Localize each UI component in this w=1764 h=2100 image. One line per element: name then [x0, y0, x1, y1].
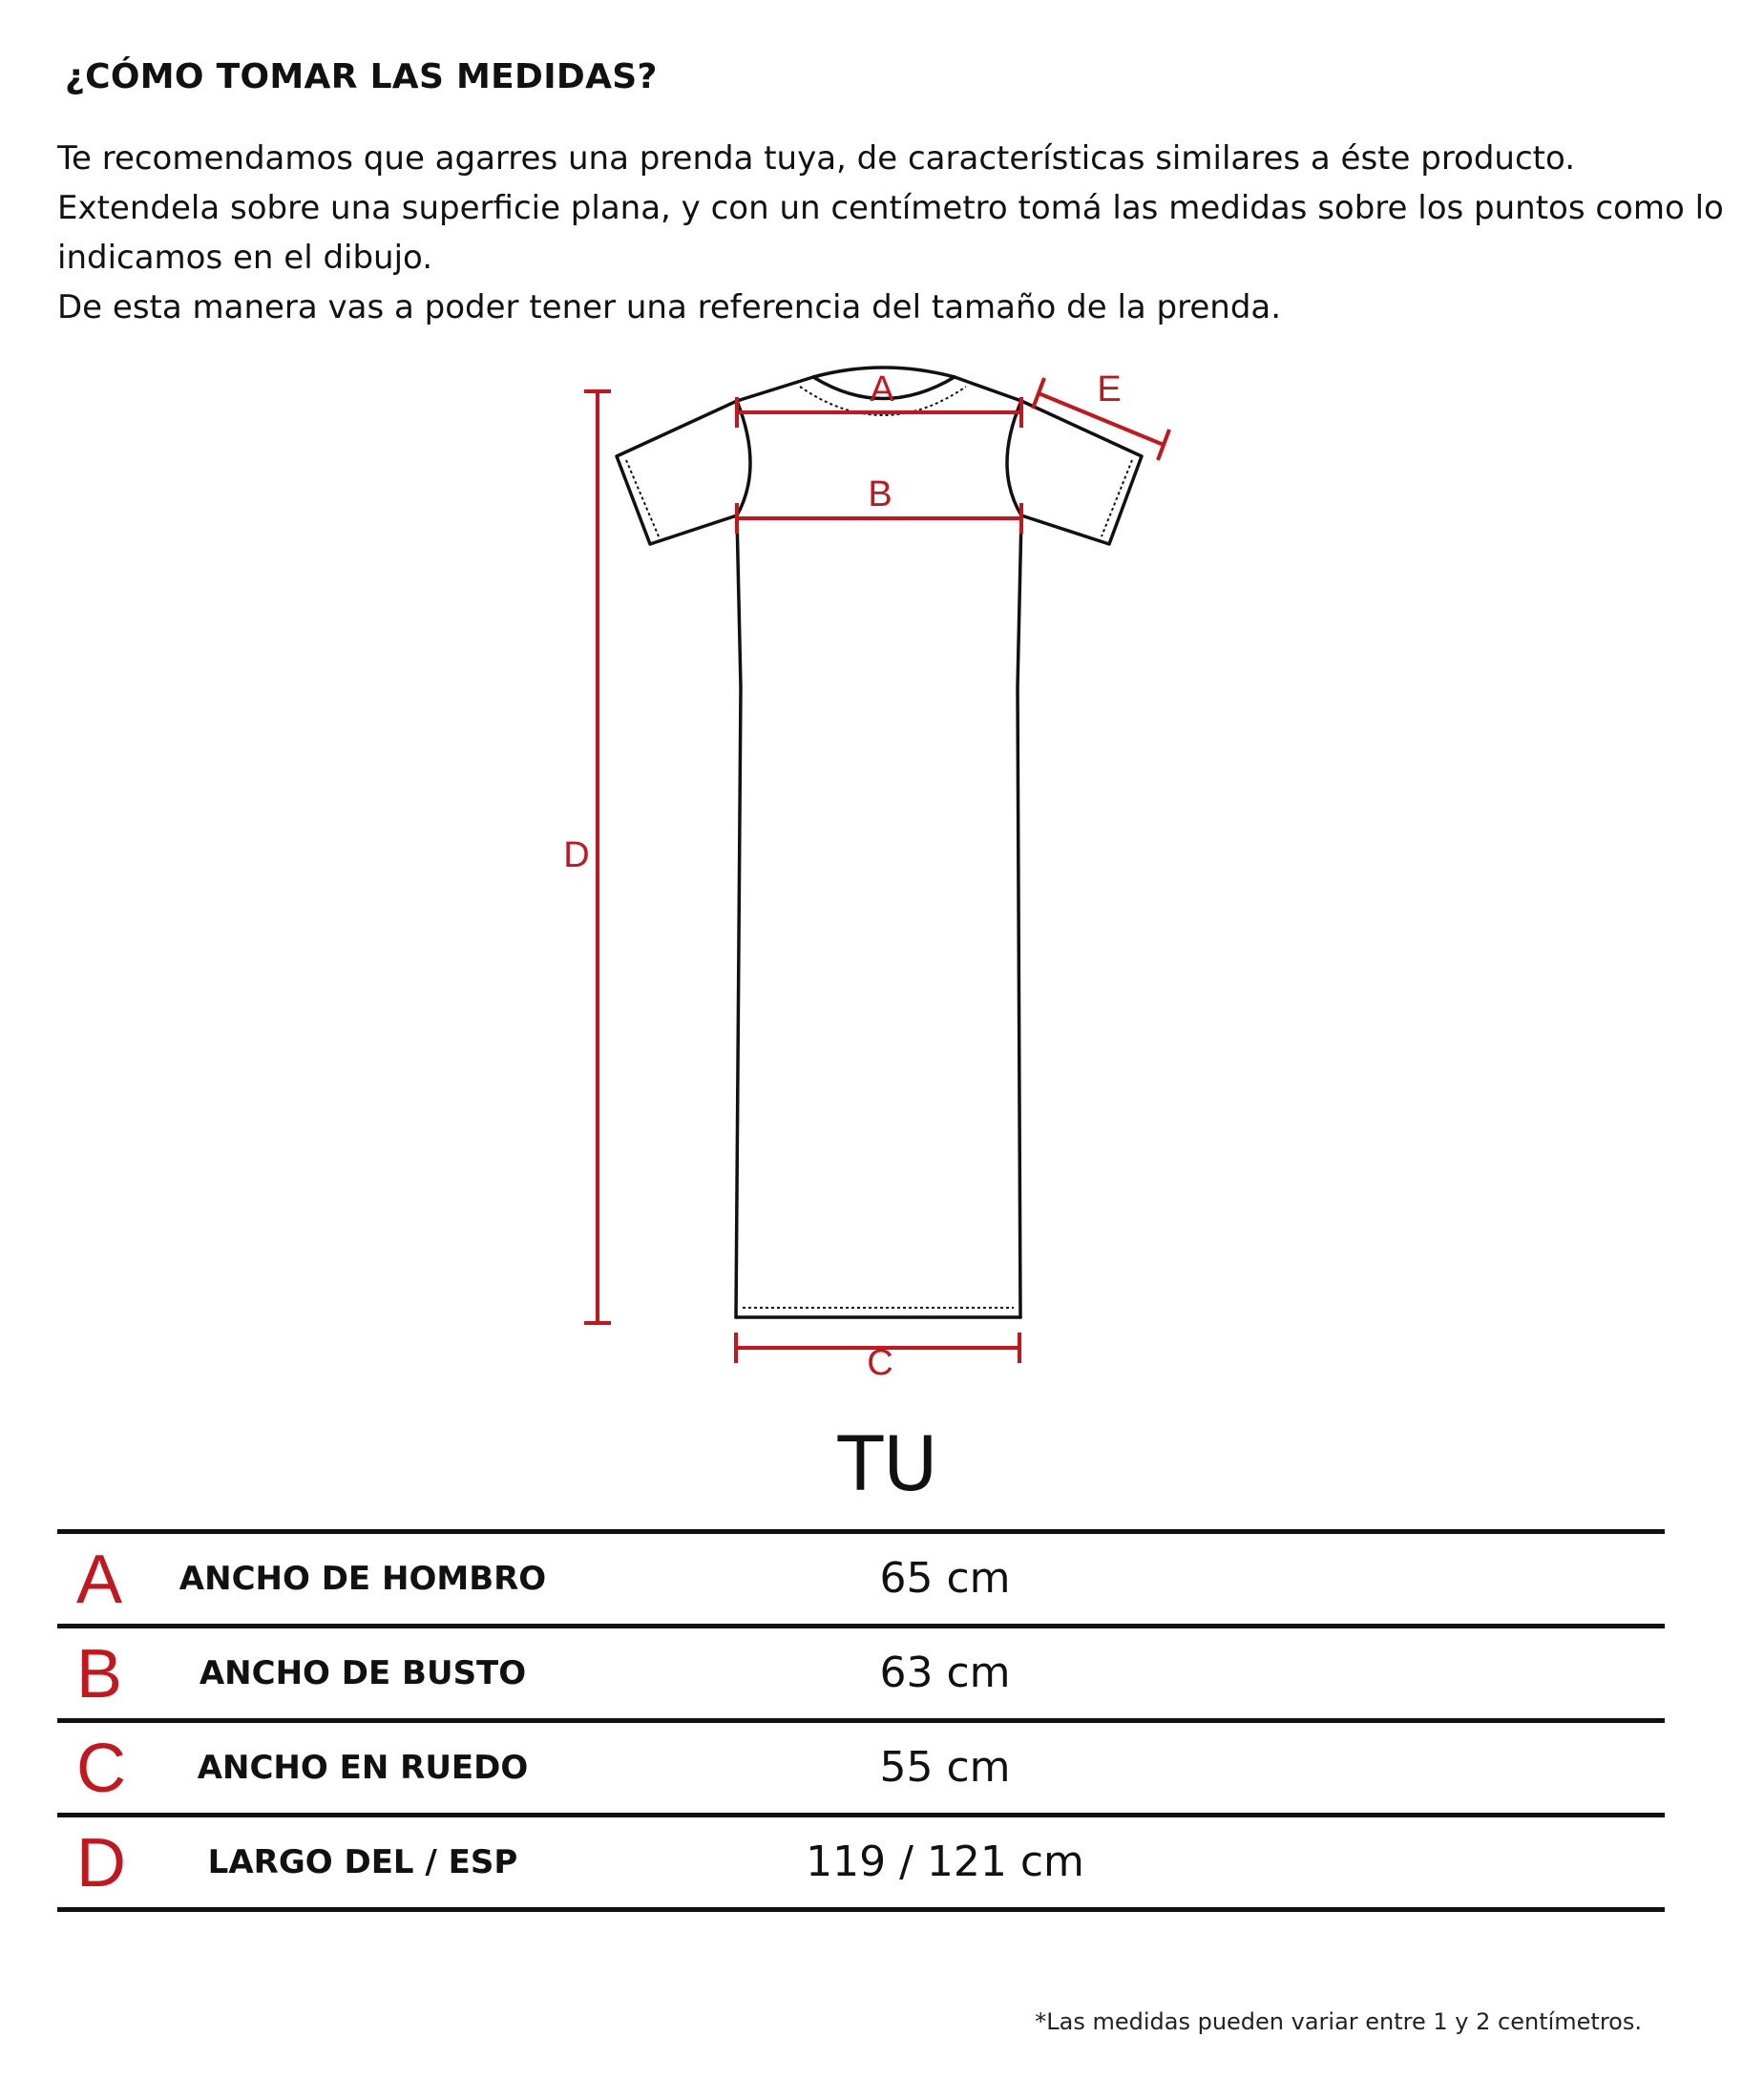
size-table: [57, 1529, 1665, 1912]
instructions: [57, 134, 1737, 332]
size-heading: TU: [837, 1422, 938, 1508]
dress-measurement-diagram: [0, 363, 1764, 1403]
table-row: [57, 1723, 1665, 1817]
row-letter: C: [76, 1731, 126, 1807]
row-letter: D: [76, 1825, 126, 1901]
row-letter: B: [76, 1636, 123, 1712]
row-label: ANCHO EN RUEDO: [197, 1749, 529, 1787]
row-value: 65 cm: [879, 1554, 1011, 1603]
instruction-paragraph-1: Te recomendamos que agarres una prenda tuya, de características similares a éste producto.: [57, 139, 1576, 178]
footnote: *Las medidas pueden variar entre 1 y 2 centímetros.: [1035, 2008, 1642, 2035]
row-label: LARGO DEL / ESP: [207, 1843, 518, 1881]
table-row: [57, 1628, 1665, 1723]
measure-c-label: C: [867, 1343, 893, 1383]
measure-b-label: B: [868, 474, 892, 514]
row-label: ANCHO DE BUSTO: [199, 1654, 527, 1692]
page-title: ¿CÓMO TOMAR LAS MEDIDAS?: [65, 57, 658, 96]
table-row: [57, 1817, 1665, 1912]
row-value: 55 cm: [879, 1743, 1011, 1792]
measure-d-label: D: [563, 835, 590, 875]
row-value: 63 cm: [879, 1648, 1011, 1697]
row-value: 119 / 121 cm: [806, 1838, 1084, 1886]
measurement-lines: [584, 378, 1169, 1363]
measure-a-label: A: [870, 369, 894, 410]
table-row: [57, 1534, 1665, 1628]
instruction-paragraph-3: De esta manera vas a poder tener una referencia del tamaño de la prenda.: [57, 288, 1282, 326]
stitch-details: [626, 387, 1132, 1308]
measure-e-label: E: [1097, 369, 1122, 410]
instruction-paragraph-2: Extendela sobre una superficie plana, y con un centímetro tomá las medidas sobre los puntos como lo indicamos en el dibujo.: [57, 189, 1724, 277]
row-label: ANCHO DE HOMBRO: [178, 1560, 547, 1598]
row-letter: A: [76, 1542, 123, 1618]
